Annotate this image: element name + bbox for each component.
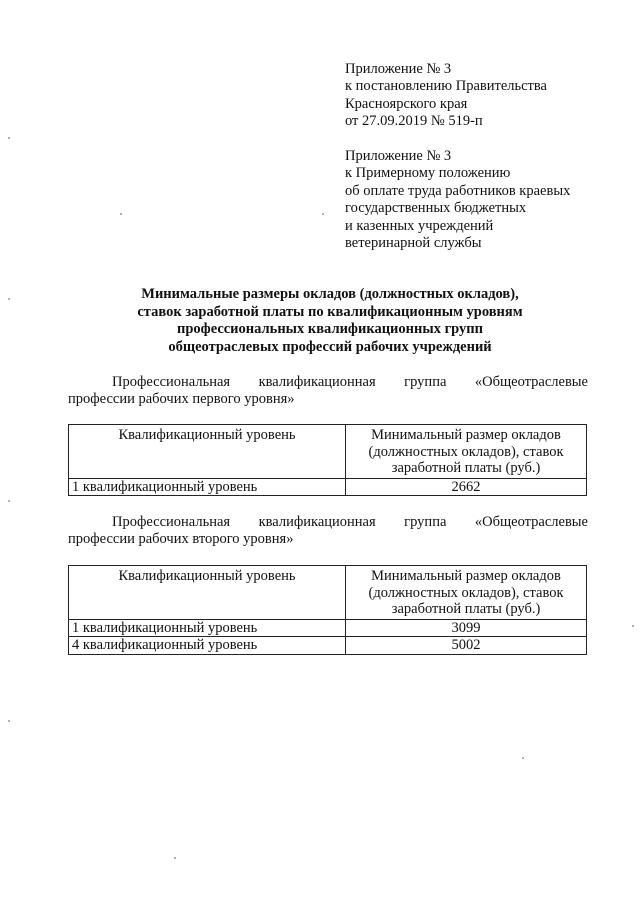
annex-line: Приложение № 3 [345,148,452,164]
annex-line: от 27.09.2019 № 519-п [345,113,483,130]
column-header-level: Квалификационный уровень [69,566,346,620]
annex-sub-header [345,148,625,252]
document-title [60,286,600,356]
group-heading-word: Профессиональная [112,374,231,390]
level-cell: 1 квалификационный уровень [69,619,346,637]
title-line: общеотраслевых профессий рабочих учреждений [168,338,492,355]
group-heading-word: квалификационная [258,374,376,390]
annex-main-header [345,61,625,131]
header-line: заработной платы (руб.) [391,460,541,476]
column-header-salary [346,425,587,479]
table-row [69,619,587,637]
header-line: Минимальный размер окладов [371,568,561,584]
table-row [69,478,587,496]
group-heading-word: Профессиональная [112,514,231,530]
scan-speck [8,298,10,300]
group-heading-first-level [68,374,588,409]
header-line: (должностных окладов), ставок [368,584,564,601]
salary-table-first-level [68,424,587,496]
group-heading-word: группа [404,514,447,530]
group-heading-word: квалификационная [258,514,376,530]
scan-speck [174,857,176,859]
header-line: (должностных окладов), ставок [368,443,564,460]
title-line: Минимальные размеры окладов (должностных окладов), [141,286,519,302]
header-line: Минимальный размер окладов [371,427,561,443]
header-line: заработной платы (руб.) [391,601,541,617]
title-line: ставок заработной платы по квалификационным уровням [137,303,523,320]
annex-line: к Примерному положению [345,165,511,182]
group-heading-line1 [68,514,588,531]
column-header-level: Квалификационный уровень [69,425,346,479]
annex-line: Красноярского края [345,95,468,112]
scan-speck [322,213,324,215]
title-line: профессиональных квалификационных групп [177,321,483,338]
column-header-salary [346,566,587,620]
annex-line: государственных бюджетных [345,200,527,217]
scan-speck [120,213,122,215]
level-cell: 4 квалификационный уровень [69,637,346,655]
scan-speck [8,720,10,722]
annex-line: об оплате труда работников краевых [345,182,571,199]
group-heading-word: «Общеотраслевые [474,514,588,530]
table-header-row [69,425,587,479]
group-heading-line2: профессии рабочих второго уровня» [68,531,294,548]
table-row [69,637,587,655]
salary-cell: 3099 [346,619,587,637]
group-heading-second-level [68,514,588,549]
level-cell: 1 квалификационный уровень [69,478,346,496]
scan-speck [522,757,524,759]
annex-line: и казенных учреждений [345,217,494,234]
scan-speck [8,137,10,139]
annex-line: ветеринарной службы [345,235,482,252]
salary-cell: 5002 [346,637,587,655]
annex-line: Приложение № 3 [345,61,452,77]
annex-line: к постановлению Правительства [345,78,547,95]
group-heading-line1 [68,374,588,391]
scan-speck [8,500,10,502]
salary-table-second-level [68,565,587,655]
scan-speck [632,625,634,627]
table-header-row [69,566,587,620]
salary-cell: 2662 [346,478,587,496]
group-heading-line2: профессии рабочих первого уровня» [68,391,295,408]
group-heading-word: группа [404,374,447,390]
group-heading-word: «Общеотраслевые [474,374,588,390]
